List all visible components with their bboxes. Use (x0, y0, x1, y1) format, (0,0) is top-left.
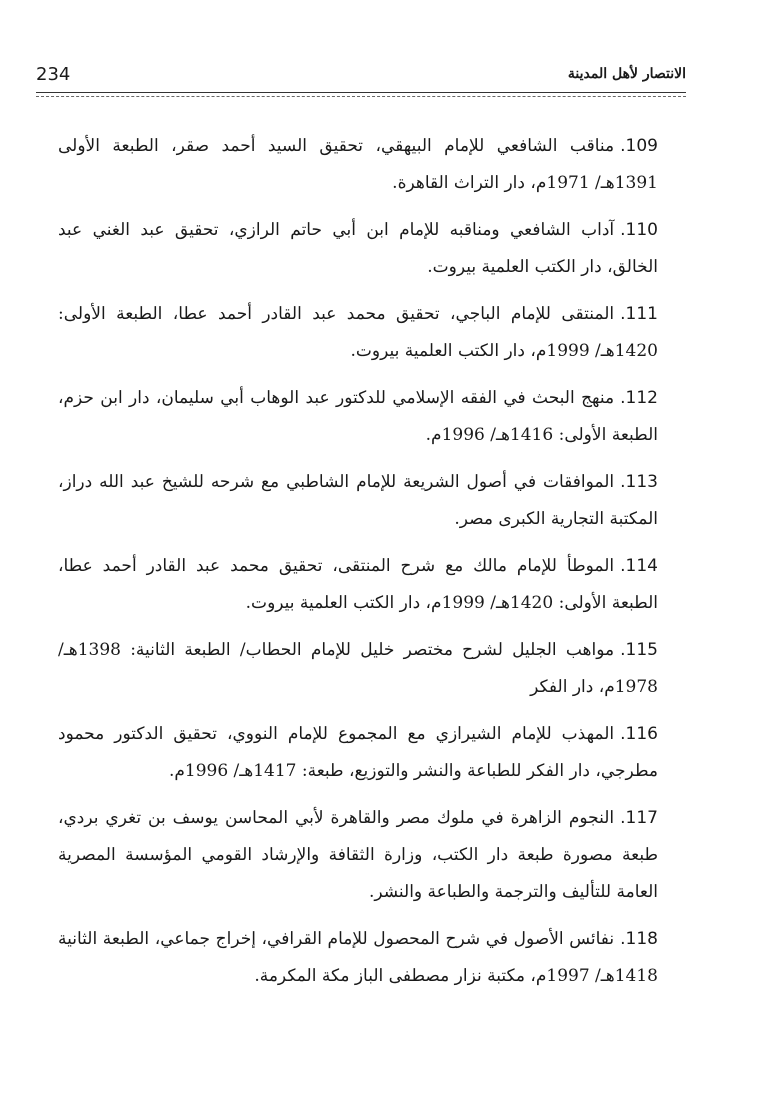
bibliography-entry (58, 921, 658, 995)
bibliography-entry (58, 212, 658, 286)
bibliography-entry (58, 716, 658, 790)
entry-text: آداب الشافعي ومناقبه للإمام ابن أبي حاتم الرازي، تحقيق عبد الغني عبد الخالق، دار الكتب العلمية بيروت. (58, 220, 658, 277)
entry-number: 113. (620, 472, 658, 492)
entry-number: 116. (620, 724, 658, 744)
entry-number: 110. (620, 220, 658, 240)
entry-number: 112. (620, 388, 658, 408)
entry-text: مناقب الشافعي للإمام البيهقي، تحقيق السيد أحمد صقر، الطبعة الأولى 1391هـ/ 1971م، دار التراث القاهرة. (58, 136, 658, 193)
entry-number: 111. (620, 304, 658, 324)
entry-text: المهذب للإمام الشيرازي مع المجموع للإمام النووي، تحقيق الدكتور محمود مطرجي، دار الفكر للطباعة والنشر والتوزيع، طبعة: 1417هـ/ 1996م. (58, 724, 658, 781)
bibliography-entry (58, 380, 658, 454)
bibliography-entry (58, 296, 658, 370)
bibliography-entry (58, 464, 658, 538)
entry-text: نفائس الأصول في شرح المحصول للإمام القرافي، إخراج جماعي، الطبعة الثانية 1418هـ/ 1997م، مكتبة نزار مصطفى الباز مكة المكرمة. (58, 929, 658, 986)
entry-number: 109. (620, 136, 658, 156)
page-header (36, 64, 686, 90)
entry-text: الموافقات في أصول الشريعة للإمام الشاطبي مع شرحه للشيخ عبد الله دراز، المكتبة التجارية الكبرى مصر. (58, 472, 658, 529)
bibliography-entry (58, 128, 658, 202)
entry-text: الموطأ للإمام مالك مع شرح المنتقى، تحقيق محمد عبد القادر أحمد عطا، الطبعة الأولى: 1420هـ/ 1999م، دار الكتب العلمية بيروت. (58, 556, 658, 613)
entry-number: 114. (620, 556, 658, 576)
entry-text: المنتقى للإمام الباجي، تحقيق محمد عبد القادر أحمد عطا، الطبعة الأولى: 1420هـ/ 1999م، دار الكتب العلمية بيروت. (58, 304, 658, 361)
entry-number: 118. (620, 929, 658, 949)
bibliography-list (58, 128, 658, 1005)
bibliography-entry (58, 548, 658, 622)
entry-text: النجوم الزاهرة في ملوك مصر والقاهرة لأبي المحاسن يوسف بن تغري بردي، طبعة مصورة طبعة دار الكتب، وزارة الثقافة والإرشاد القومي المؤسسة المصرية العامة للتأليف والترجمة والطباعة والنشر. (58, 808, 658, 902)
page-number: 234 (36, 64, 71, 85)
running-title: الانتصار لأهل المدينة (567, 66, 686, 82)
entry-text: مواهب الجليل لشرح مختصر خليل للإمام الحطاب/ الطبعة الثانية: 1398هـ/ 1978م، دار الفكر (58, 640, 658, 697)
header-rule (36, 92, 686, 93)
entry-number: 115. (620, 640, 658, 660)
bibliography-entry (58, 800, 658, 911)
header-rule-secondary (36, 96, 686, 97)
entry-number: 117. (620, 808, 658, 828)
entry-text: منهج البحث في الفقه الإسلامي للدكتور عبد الوهاب أبي سليمان، دار ابن حزم، الطبعة الأولى: 1416هـ/ 1996م. (58, 388, 658, 445)
bibliography-entry (58, 632, 658, 706)
